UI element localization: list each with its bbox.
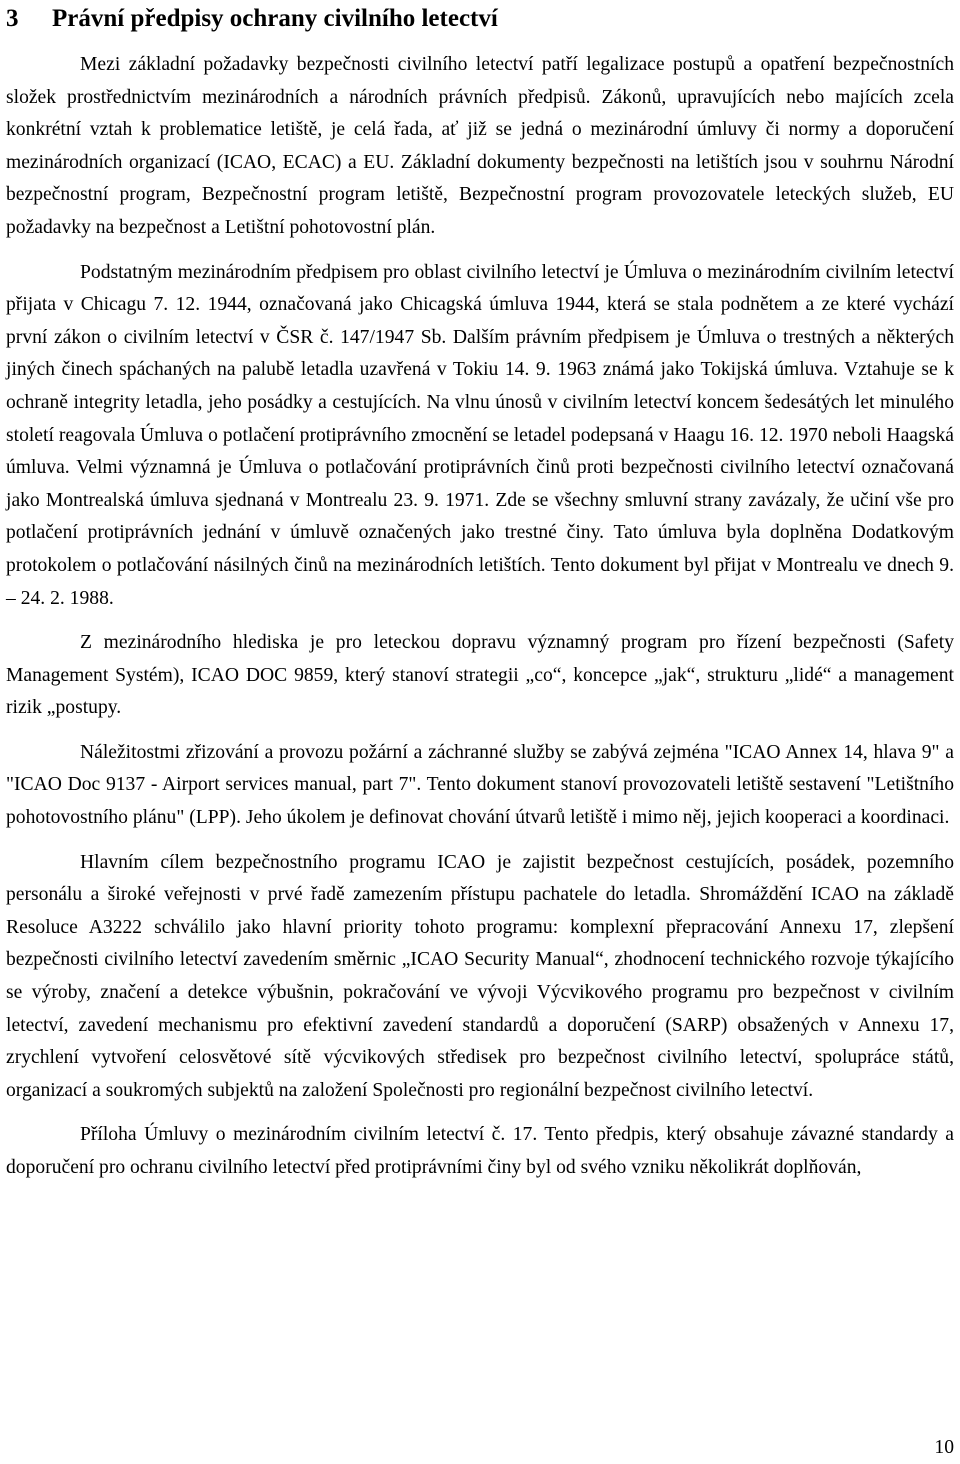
paragraph-safety-management-system: Z mezinárodního hlediska je pro leteckou dopravu významný program pro řízení bezpečnosti (Safety Management Systém), ICAO DOC 9859, který stanoví strategii „co“, koncepce „jak“, strukturu „lidé“ a management rizik „postupy. xyxy=(6,632,954,719)
paragraph-international-conventions: Podstatným mezinárodním předpisem pro oblast civilního letectví je Úmluva o mezinárodním civilním letectví přijata v Chicagu 7. 12. 1944, označovaná jako Chicagská úmluva 1944, která se stala podnětem a ze které vychází první zákon o civilním letectví v ČSR č. 147/1947 Sb. Dalším právním předpisem je Úmluva o trestných a některých jiných činech spáchaných na palubě letadla uzavřená v Tokiu 14. 9. 1963 známá jako Tokijská úmluva. Vztahuje se k ochraně integrity letadla, jeho posádky a cestujících. Na vlnu únosů v civilním letectví koncem šedesátých let minulého století reagovala Úmluva o potlačení protiprávního zmocnění se letadel podepsaná v Haagu 16. 12. 1970 neboli Haagská úmluva. Velmi významná je Úmluva o potlačování protiprávních činů proti bezpečnosti civilního letectví označovaná jako Montrealská úmluva sjednaná v Montrealu 23. 9. 1971. Zde se všechny smluvní strany zavázaly, že učiní vše pro potlačení protiprávních jednání v úmluvě označených jako trestné činy. Tato úmluva byla doplněna Dodatkovým protokolem o potlačování násilných činů na mezinárodních letištích. Tento dokument byl přijat v Montrealu ve dnech 9. – 24. 2. 1988. xyxy=(6,261,954,609)
paragraph-fire-rescue-service: Náležitostmi zřizování a provozu požární a záchranné služby se zabývá zejména "ICAO Annex 14, hlava 9" a "ICAO Doc 9137 - Airport services manual, part 7". Tento dokument stanoví provozovateli letiště sestavení "Letištního pohotovostního plánu" (LPP). Jeho úkolem je definovat chování útvarů letiště i mimo něj, jejich kooperaci a koordinaci. xyxy=(6,741,954,829)
page-number: 10 xyxy=(934,1437,954,1458)
document-page xyxy=(6,0,954,1185)
paragraph-icao-security-programme: Hlavním cílem bezpečnostního programu ICAO je zajistit bezpečnost cestujících, posádek, pozemního personálu a široké veřejnosti v prvé řadě zamezením přístupu pachatele do letadla. Shromáždění ICAO na základě Resoluce A3222 schválilo jako hlavní priority tohoto programu: komplexní přepracování Annexu 17, zlepšení bezpečnosti civilního letectví zavedením směrnic „ICAO Security Manual“, zhodnocení technického rozvoje týkajícího se výroby, značení a detekce výbušnin, pokračování ve vývoji Výcvikového programu pro bezpečnost v civilním letectví, zavedení mechanismu pro efektivní zavedení standardů a doporučení (SARP) obsažených v Annexu 17, zrychlení vytvoření celosvětové sítě výcvikových středisek pro bezpečnost civilního letectví, spolupráce států, organizací a soukromých subjektů na založení Společnosti pro regionální bezpečnost civilního letectví. xyxy=(6,851,954,1101)
paragraph-security-requirements: Mezi základní požadavky bezpečnosti civilního letectví patří legalizace postupů a opatření bezpečnostních složek prostřednictvím mezinárodních a národních právních předpisů. Zákonů, upravujících nebo majících zcela konkrétní vztah k problematice letiště, je celá řada, ať již se jedná o mezinárodní úmluvy či normy a doporučení mezinárodních organizací (ICAO, ECAC) a EU. Základní dokumenty bezpečnosti na letištích jsou v souhrnu Národní bezpečnostní program, Bezpečnostní program letiště, Bezpečnostní program provozovatele leteckých služeb, EU požadavky na bezpečnost a Letištní pohotovostní plán. xyxy=(6,54,954,238)
section-number: 3 xyxy=(6,5,19,32)
paragraph-annex-17: Příloha Úmluvy o mezinárodním civilním letectví č. 17. Tento předpis, který obsahuje závazné standardy a doporučení pro ochranu civilního letectví před protiprávními činy byl od svého vzniku několikrát doplňován, xyxy=(6,1124,954,1178)
section-title: Právní předpisy ochrany civilního letectví xyxy=(52,5,498,32)
section-heading xyxy=(6,0,954,34)
